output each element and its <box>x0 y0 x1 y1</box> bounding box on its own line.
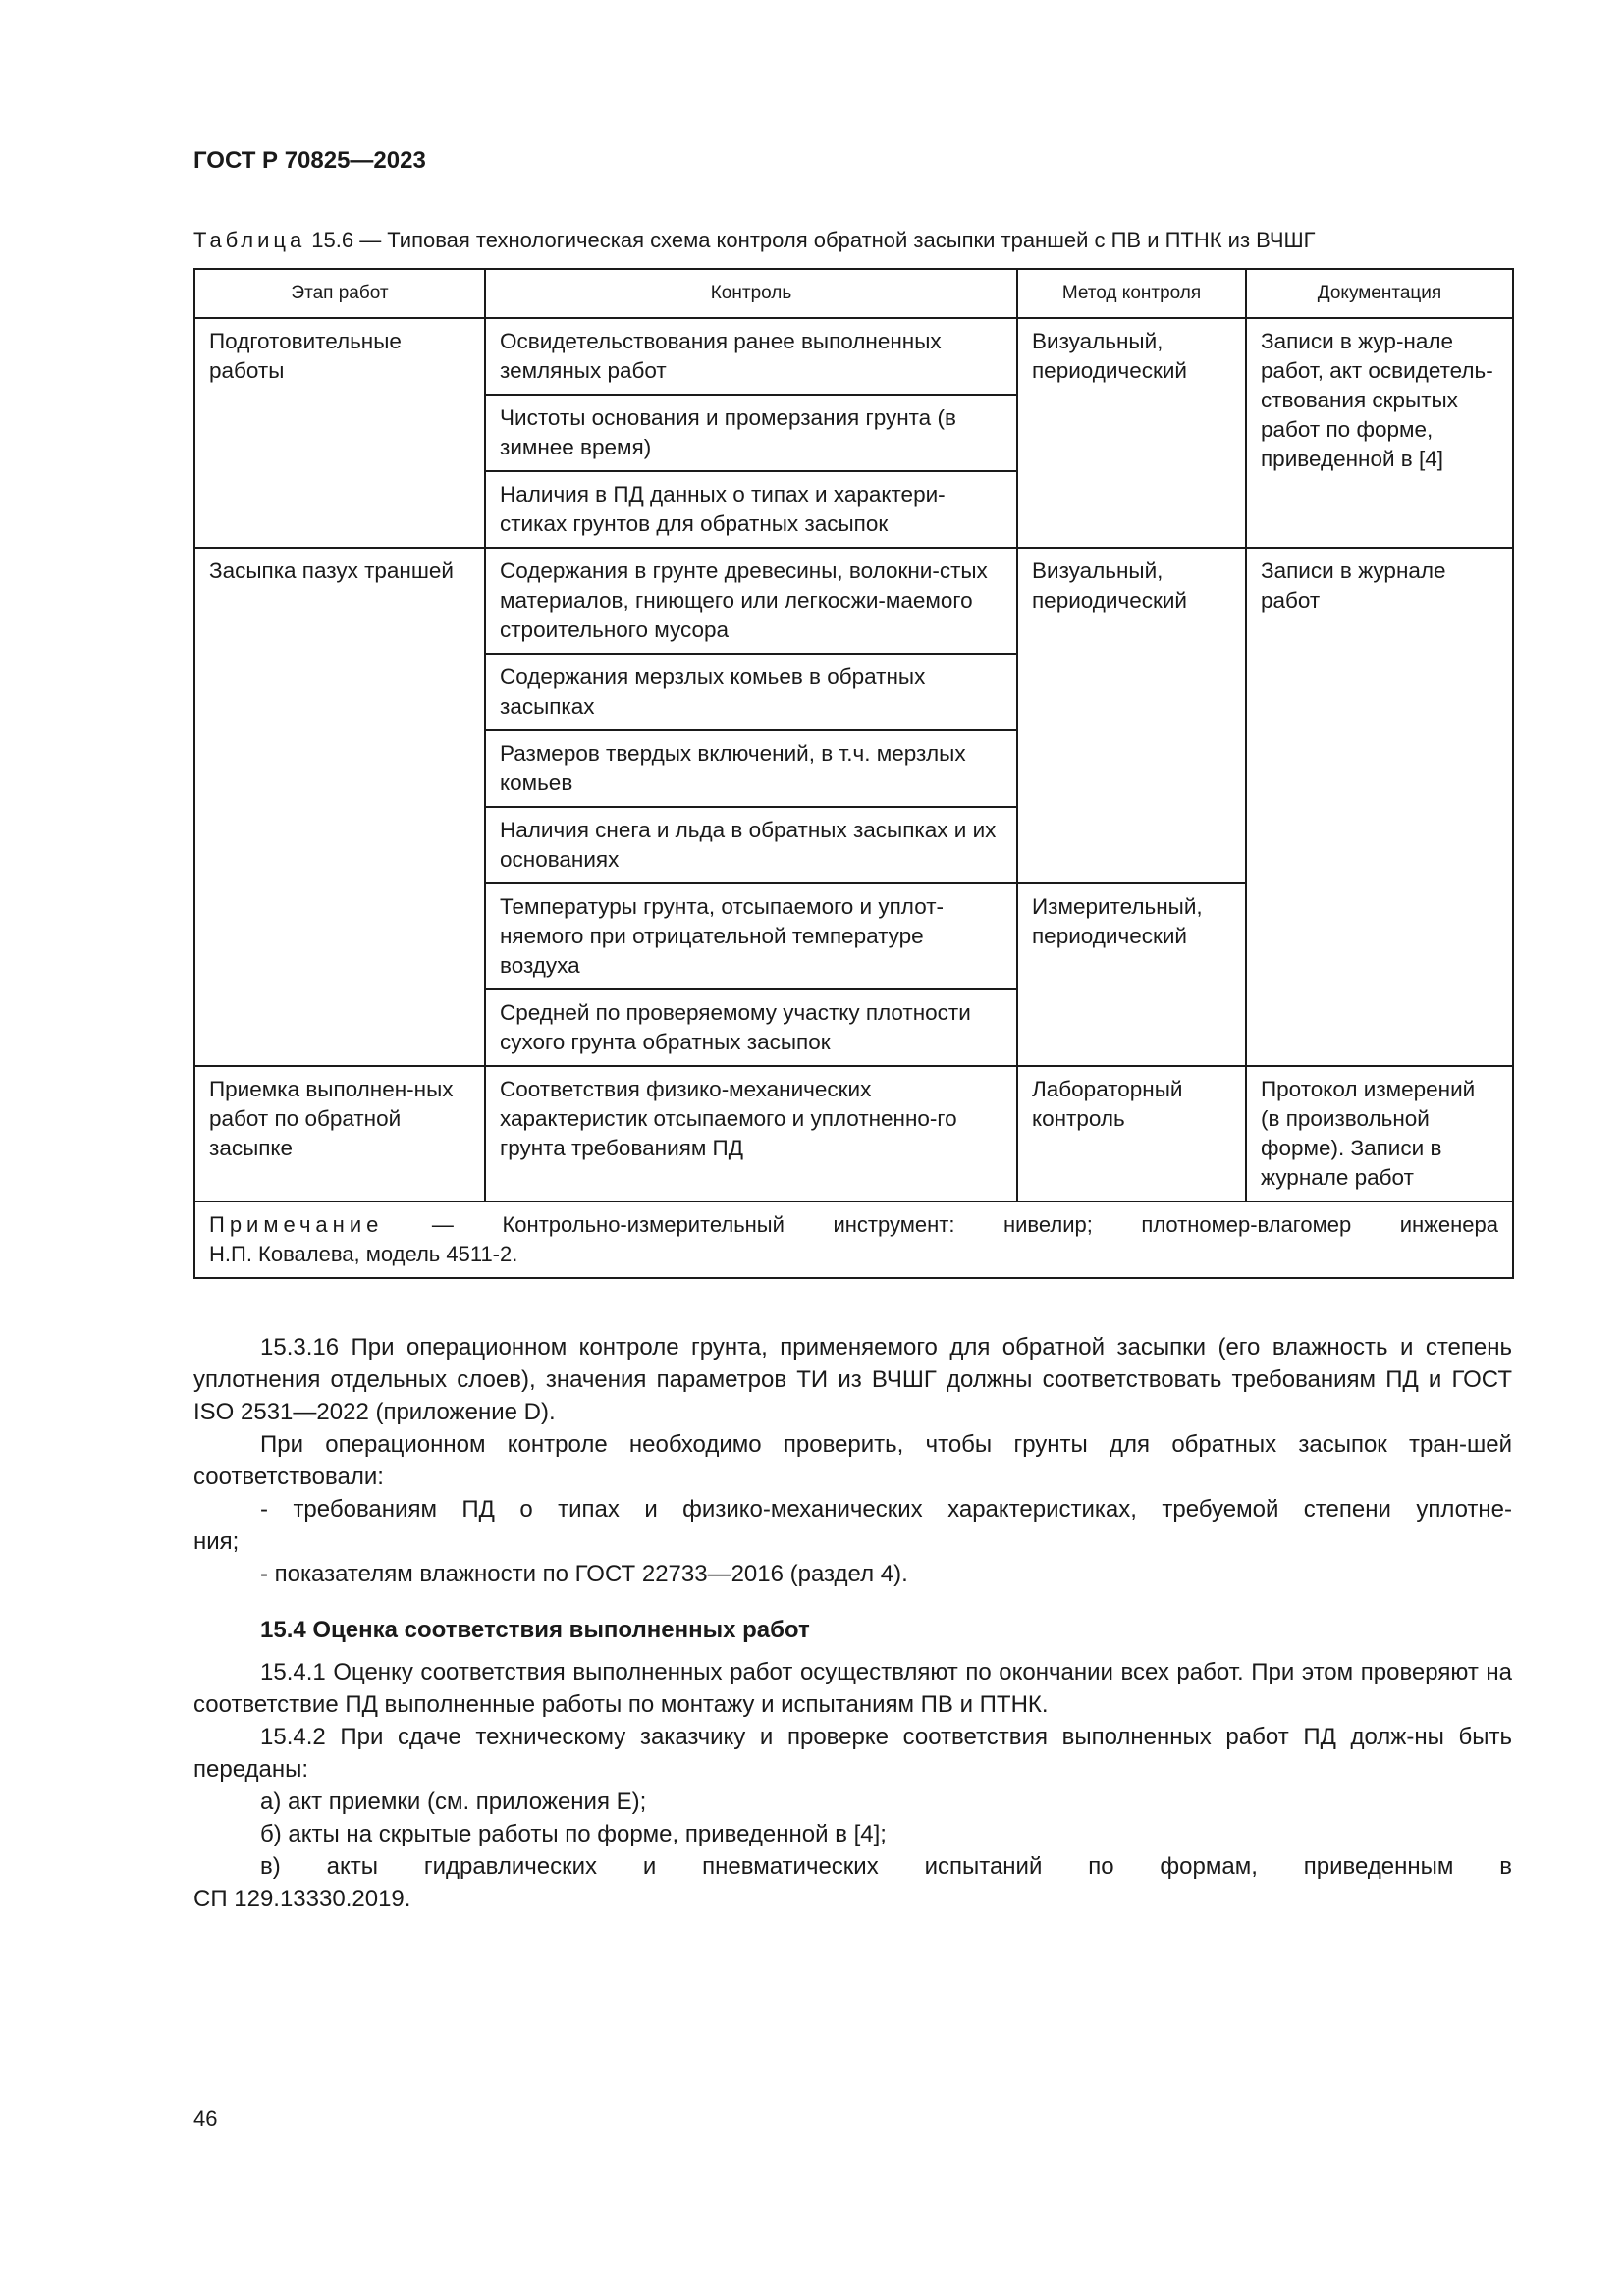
column-header-stage: Этап работ <box>194 269 485 318</box>
table-note <box>194 1201 1513 1278</box>
control-cell: Содержания в грунте древесины, волокни-стых материалов, гниющего или легкосжи-маемого строительного мусора <box>485 548 1017 654</box>
paragraph: 15.4.2 При сдаче техническому заказчику и проверке соответствия выполненных работ ПД долж-ны быть переданы: <box>193 1724 1512 1783</box>
table-header-row <box>194 269 1513 318</box>
control-cell: Средней по проверяемому участку плотности сухого грунта обратных засыпок <box>485 989 1017 1066</box>
paragraph: 15.3.16 При операционном контроле грунта, применяемого для обратной засыпки (его влажность и степень уплотнения отдельных слоев), значения параметров ТИ из ВЧШГ должны соответствовать требованиям ПД и ГОСТ ISO 2531—2022 (приложение D). <box>193 1334 1512 1425</box>
list-item: б) акты на скрытые работы по форме, приведенной в [4]; <box>260 1821 887 1847</box>
section-heading: 15.4 Оценка соответствия выполненных работ <box>260 1617 810 1643</box>
table-note-text: — Контрольно-измерительный инструмент: нивелир; плотномер-влагомер инженера <box>431 1212 1498 1237</box>
table-row <box>194 318 1513 395</box>
column-header-method: Метод контроля <box>1017 269 1246 318</box>
body-text <box>193 1331 1512 1590</box>
list-item: а) акт приемки (см. приложения Е); <box>260 1789 647 1815</box>
section-15-4 <box>193 1614 1512 1915</box>
stage-cell: Подготовительные работы <box>194 318 485 548</box>
control-cell: Соответствия физико-механических характеристик отсыпаемого и уплотненно-го грунта требованиям ПД <box>485 1066 1017 1201</box>
column-header-documentation: Документация <box>1246 269 1513 318</box>
control-cell: Наличия снега и льда в обратных засыпках и их основаниях <box>485 807 1017 883</box>
list-item: - показателям влажности по ГОСТ 22733—2016 (раздел 4). <box>260 1561 908 1587</box>
control-cell: Освидетельствования ранее выполненных земляных работ <box>485 318 1017 395</box>
method-cell: Измерительный, периодический <box>1017 883 1246 1066</box>
method-cell: Визуальный, периодический <box>1017 548 1246 883</box>
table-caption-label: Таблица <box>193 228 306 252</box>
table-note-label: Примечание <box>209 1212 384 1237</box>
control-cell: Температуры грунта, отсыпаемого и уплот-няемого при отрицательной температуре воздуха <box>485 883 1017 989</box>
document-header: ГОСТ Р 70825—2023 <box>193 147 426 174</box>
documentation-cell: Записи в журнале работ <box>1246 548 1513 1066</box>
table-caption <box>193 228 1316 253</box>
list-item: - требованиям ПД о типах и физико-механических характеристиках, требуемой степени уплотне- <box>260 1496 1512 1522</box>
list-item-continuation: ния; <box>193 1528 240 1555</box>
documentation-cell: Протокол измерений (в произвольной форме). Записи в журнале работ <box>1246 1066 1513 1201</box>
table-note-line <box>209 1210 1498 1240</box>
control-cell: Размеров твердых включений, в т.ч. мерзлых комьев <box>485 730 1017 807</box>
documentation-cell: Записи в жур-нале работ, акт освидетель-ствования скрытых работ по форме, приведенной в [4] <box>1246 318 1513 548</box>
method-cell: Лабораторный контроль <box>1017 1066 1246 1201</box>
table-note-row <box>194 1201 1513 1278</box>
control-scheme-table <box>193 268 1514 1279</box>
table-note-line: Н.П. Ковалева, модель 4511-2. <box>209 1242 518 1266</box>
control-cell: Наличия в ПД данных о типах и характери-стиках грунтов для обратных засыпок <box>485 471 1017 548</box>
list-item: в) акты гидравлических и пневматических испытаний по формам, приведенным в <box>260 1853 1512 1880</box>
stage-cell: Приемка выполнен-ных работ по обратной засыпке <box>194 1066 485 1201</box>
method-cell: Визуальный, периодический <box>1017 318 1246 548</box>
control-cell: Чистоты основания и промерзания грунта (в зимнее время) <box>485 395 1017 471</box>
paragraph: 15.4.1 Оценку соответствия выполненных работ осуществляют по окончании всех работ. При этом проверяют на соответствие ПД выполненные работы по монтажу и испытаниям ПВ и ПТНК. <box>193 1659 1512 1718</box>
paragraph: При операционном контроле необходимо проверить, чтобы грунты для обратных засыпок тран-шей соответствовали: <box>193 1431 1512 1490</box>
page-number: 46 <box>193 2107 218 2131</box>
list-item-continuation: СП 129.13330.2019. <box>193 1886 411 1912</box>
column-header-control: Контроль <box>485 269 1017 318</box>
table-row <box>194 1066 1513 1201</box>
table-caption-text: 15.6 — Типовая технологическая схема контроля обратной засыпки траншей с ПВ и ПТНК из ВЧШГ <box>311 228 1316 252</box>
stage-cell: Засыпка пазух траншей <box>194 548 485 1066</box>
table-row <box>194 548 1513 654</box>
control-cell: Содержания мерзлых комьев в обратных засыпках <box>485 654 1017 730</box>
